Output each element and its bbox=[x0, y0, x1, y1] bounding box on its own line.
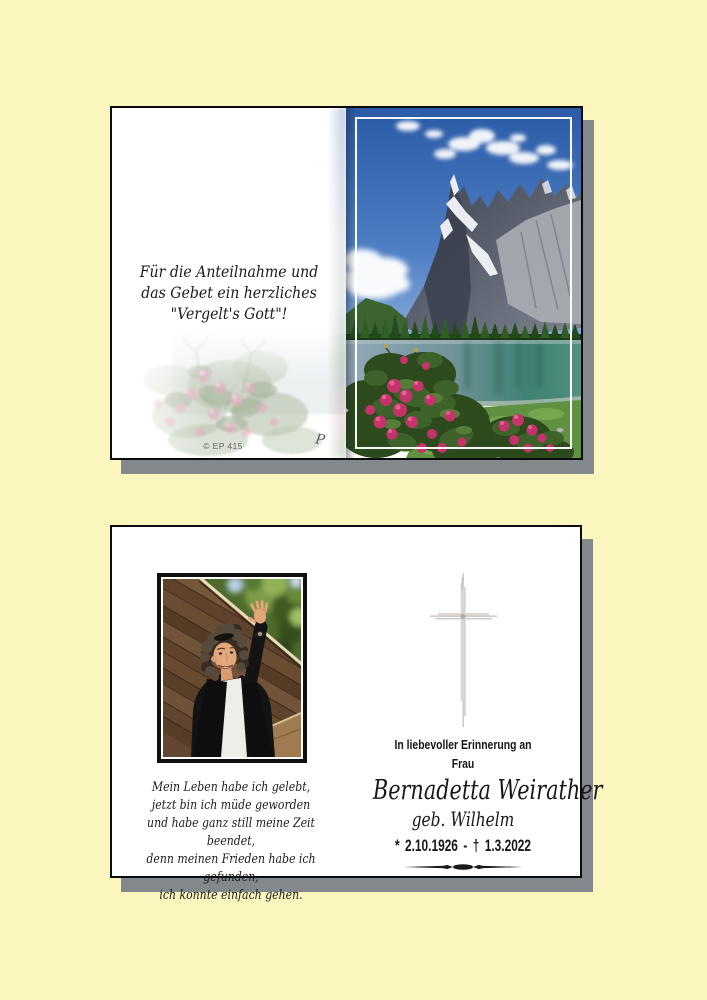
condolence-line: "Vergelt's Gott"! bbox=[170, 304, 288, 323]
memorial-card-outside bbox=[110, 106, 583, 460]
mountain-lake-alpine-roses-photo bbox=[346, 108, 581, 458]
birth-name: geb. Wilhelm bbox=[411, 807, 515, 831]
deceased-name: Bernadetta Weirather bbox=[372, 775, 603, 806]
publisher-script-mark: P bbox=[314, 431, 326, 449]
condolence-line: Für die Anteilnahme und bbox=[139, 262, 319, 281]
memorial-text-block bbox=[346, 735, 603, 873]
portrait-photo bbox=[157, 573, 307, 763]
memorial-poem bbox=[112, 779, 350, 905]
copyright-label: © EP 415 bbox=[203, 441, 243, 451]
poem-line: und habe ganz still meine Zeit beendet, bbox=[147, 816, 315, 849]
poem-line: ich konnte einfach gehen. bbox=[159, 888, 303, 903]
card-back-panel bbox=[112, 108, 346, 458]
poem-line: denn meinen Frieden habe ich gefunden, bbox=[146, 852, 316, 885]
life-dates: * 2.10.1926 - † 1.3.2022 bbox=[394, 836, 532, 855]
divider-ornament bbox=[401, 861, 525, 873]
condolence-line: das Gebet ein herzliches bbox=[141, 283, 317, 302]
memorial-card-inside bbox=[110, 525, 603, 903]
waving-elderly-woman-photo bbox=[161, 577, 303, 759]
condolence-text bbox=[112, 261, 346, 324]
card-fold bbox=[327, 108, 346, 458]
salutation: Frau bbox=[451, 756, 475, 771]
cross-icon bbox=[421, 571, 505, 729]
poem-line: Mein Leben habe ich gelebt, bbox=[151, 780, 311, 795]
remembrance-intro: In liebevoller Erinnerung an bbox=[394, 737, 532, 752]
poem-line: jetzt bin ich müde geworden bbox=[151, 798, 311, 813]
